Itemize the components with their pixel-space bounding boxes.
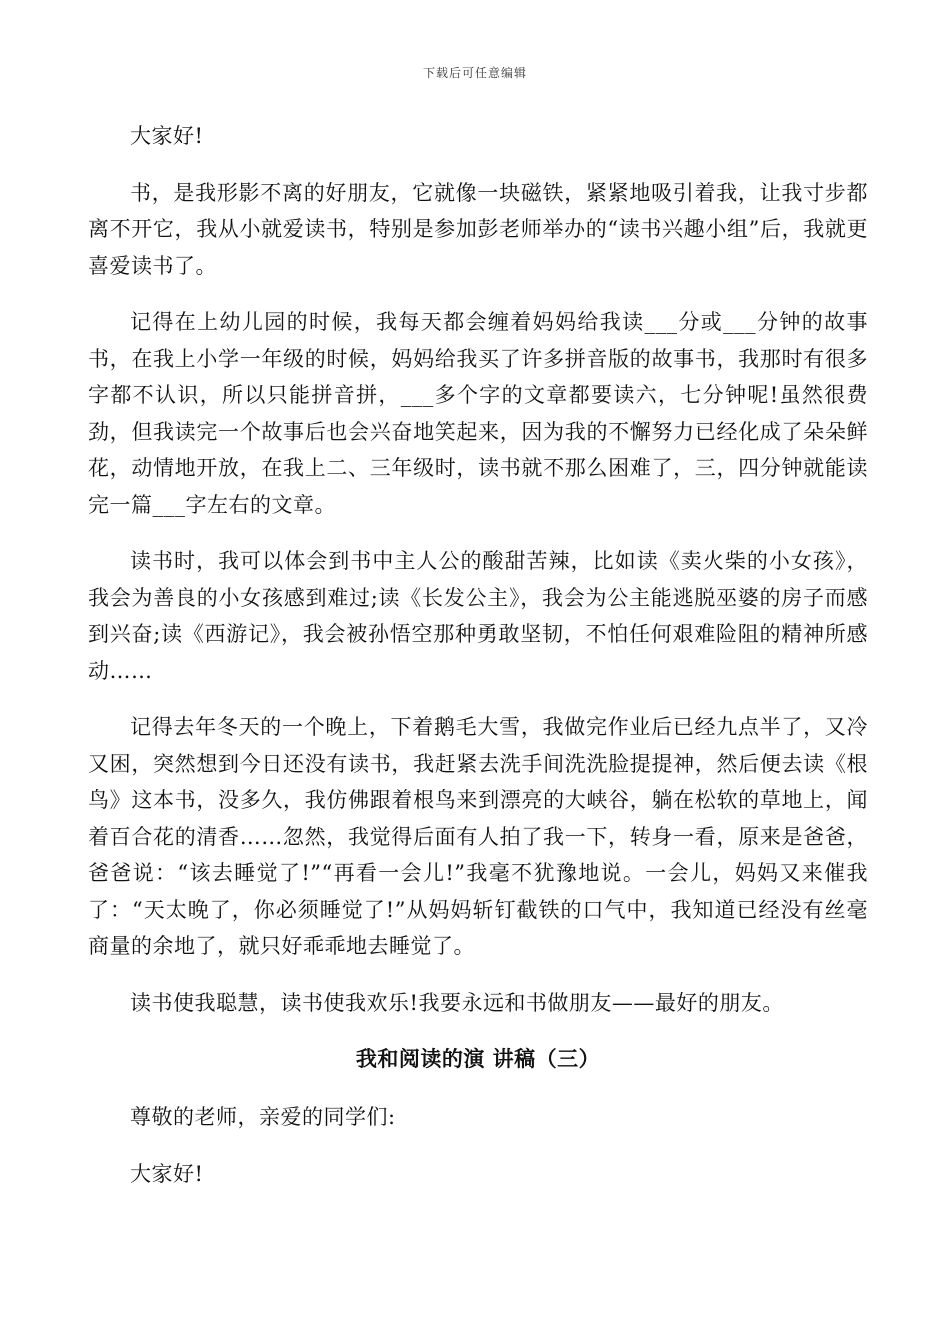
- body-paragraph-1: 书，是我形影不离的好朋友，它就像一块磁铁，紧紧地吸引着我，让我寸步都离不开它，我从小就爱读书，特别是参加彭老师举办的“读书兴趣小组”后，我就更喜爱读书了。: [88, 180, 868, 278]
- greeting-paragraph: 大家好!: [130, 124, 204, 148]
- page-header-note: 下载后可任意编辑: [422, 66, 527, 80]
- salutation-paragraph: 尊敬的老师，亲爱的同学们:: [130, 1105, 396, 1129]
- body-paragraph-4: 记得去年冬天的一个晚上，下着鹅毛大雪，我做完作业后已经九点半了，又冷又困，突然想到今日还没有读书，我赶紧去洗手间洗洗脸提提神，然后便去读《根鸟》这本书，没多久，我仿佛跟着根鸟来到漂亮的大峡谷，躺在松软的草地上，闻着百合花的清香……忽然，我觉得后面有人拍了我一下，转身一看，原来是爸爸，爸爸说：“该去睡觉了!”“再看一会儿!”我毫不犹豫地说。一会儿，妈妈又来催我了：“天太晚了，你必须睡觉了!”从妈妈斩钉截铁的口气中，我知道已经没有丝毫商量的余地了，就只好乖乖地去睡觉了。: [88, 715, 868, 958]
- body-paragraph-3: 读书时，我可以体会到书中主人公的酸甜苦辣，比如读《卖火柴的小女孩》，我会为善良的小女孩感到难过;读《长发公主》，我会为公主能逃脱巫婆的房子而感到兴奋;读《西游记》，我会被孙悟空那种勇敢坚韧，不怕任何艰难险阻的精神所感动……: [88, 549, 868, 683]
- document-body: [88, 118, 868, 1212]
- greeting-paragraph-2: 大家好!: [130, 1161, 204, 1186]
- section-heading: 我和阅读的演 讲稿（三）: [355, 1046, 601, 1071]
- closing-paragraph: 读书使我聪慧，读书使我欢乐!我要永远和书做朋友——最好的朋友。: [130, 990, 784, 1015]
- body-paragraph-2: 记得在上幼儿园的时候，我每天都会缠着妈妈给我读___分或___分钟的故事书，在我上小学一年级的时候，妈妈给我买了许多拼音版的故事书，我那时有很多字都不认识，所以只能拼音拼，___多个字的文章都要读六，七分钟呢!虽然很费劲，但我读完一个故事后也会兴奋地笑起来，因为我的不懈努力已经化成了朵朵鲜花，动情地开放，在我上二、三年级时，读书就不那么困难了，三，四分钟就能读完一篇___字左右的文章。: [88, 310, 868, 517]
